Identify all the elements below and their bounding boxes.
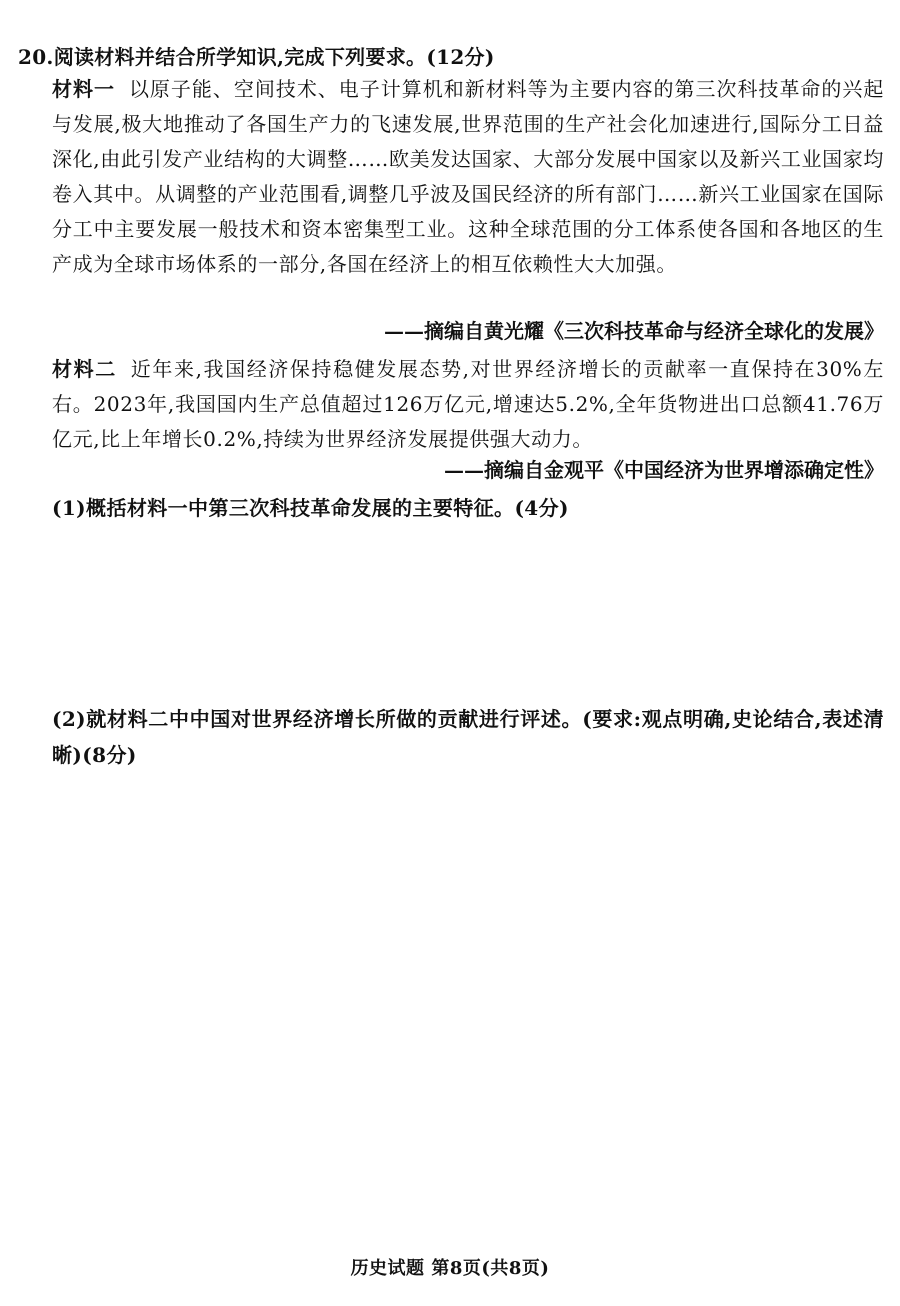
answer-area-2[interactable] — [52, 780, 884, 1240]
sub-question-1: (1)概括材料一中第三次科技革命发展的主要特征。(4分) — [52, 496, 569, 520]
material-two — [52, 352, 884, 457]
material-one-text: 以原子能、空间技术、电子计算机和新材料等为主要内容的第三次科技革命的兴起与发展,极大地推动了各国生产力的飞速发展,世界范围的生产社会化加速进行,国际分工日益深化,由此引发产业结构的大调整……欧美发达国家、大部分发展中国家以及新兴工业国家均卷入其中。从调整的产业范围看,调整几乎波及国民经济的所有部门……新兴工业国家在国际分工中主要发展一般技术和资本密集型工业。这种全球范围的分工体系使各国和各地区的生产成为全球市场体系的一部分,各国在经济上的相互依赖性大大加强。 — [52, 77, 884, 276]
sub-question-2: (2)就材料二中中国对世界经济增长所做的贡献进行评述。(要求:观点明确,史论结合,表述清晰)(8分) — [52, 707, 884, 767]
material-two-label: 材料二 — [52, 357, 117, 381]
material-one — [52, 72, 884, 282]
material-one-source: ——摘编自黄光耀《三次科技革命与经济全球化的发展》 — [384, 319, 884, 343]
material-two-source: ——摘编自金观平《中国经济为世界增添确定性》 — [444, 458, 884, 482]
material-two-text: 近年来,我国经济保持稳健发展态势,对世界经济增长的贡献率一直保持在30%左右。2023年,我国国内生产总值超过126万亿元,增速达5.2%,全年货物进出口总额41.76万亿元,比上年增长0.2%,持续为世界经济发展提供强大动力。 — [52, 357, 884, 451]
page-footer: 历史试题 第8页(共8页) — [350, 1258, 550, 1279]
answer-area-1[interactable] — [52, 530, 884, 690]
question-heading: 20.阅读材料并结合所学知识,完成下列要求。(12分) — [18, 45, 495, 69]
material-one-label: 材料一 — [52, 77, 115, 101]
